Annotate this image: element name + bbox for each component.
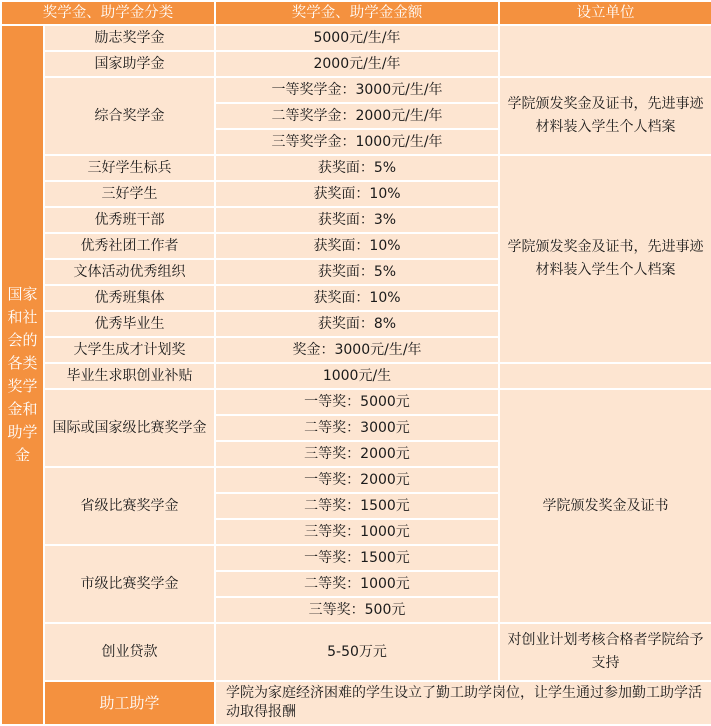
header-unit: 设立单位 — [499, 1, 711, 25]
category-cell: 毕业生求职创业补贴 — [44, 363, 215, 389]
category-cell: 三好学生标兵 — [44, 155, 215, 181]
category-cell: 励志奖学金 — [44, 25, 215, 51]
category-cell: 国家助学金 — [44, 51, 215, 77]
category-cell: 优秀班干部 — [44, 207, 215, 233]
category-cell: 文体活动优秀组织 — [44, 259, 215, 285]
amount-cell: 2000元/生/年 — [215, 51, 499, 77]
amount-cell: 奖金：3000元/生/年 — [215, 337, 499, 363]
table-row — [1, 623, 711, 681]
amount-cell: 三等奖：1000元 — [215, 519, 499, 545]
amount-cell: 获奖面：5% — [215, 259, 499, 285]
header-amount: 奖学金、助学金金额 — [215, 1, 499, 25]
table-row — [1, 363, 711, 389]
unit-cell: 对创业计划考核合格者学院给予支持 — [499, 623, 711, 681]
category-cell: 国际或国家级比赛奖学金 — [44, 389, 215, 467]
header-row — [1, 1, 711, 25]
amount-cell: 二等奖：3000元 — [215, 415, 499, 441]
amount-cell: 二等奖学金：2000元/生/年 — [215, 103, 499, 129]
amount-cell: 获奖面：10% — [215, 181, 499, 207]
amount-cell: 获奖面：5% — [215, 155, 499, 181]
amount-cell: 5000元/生/年 — [215, 25, 499, 51]
table-row — [1, 77, 711, 103]
amount-cell: 一等奖：1500元 — [215, 545, 499, 571]
unit-cell-empty — [499, 363, 711, 389]
amount-cell: 一等奖学金：3000元/生/年 — [215, 77, 499, 103]
category-cell: 市级比赛奖学金 — [44, 545, 215, 623]
table-row — [1, 25, 711, 51]
side-label-scholarships: 国家和社会的各类奖学金和助学金 — [1, 25, 44, 725]
table-row — [1, 389, 711, 415]
category-cell: 创业贷款 — [44, 623, 215, 681]
amount-cell: 1000元/生 — [215, 363, 499, 389]
header-category: 奖学金、助学金分类 — [1, 1, 215, 25]
amount-cell: 获奖面：8% — [215, 311, 499, 337]
work-study-note: 学院为家庭经济困难的学生设立了勤工助学岗位，让学生通过参加勤工助学活动取得报酬 — [215, 681, 711, 725]
unit-cell: 学院颁发奖金及证书，先进事迹材料装入学生个人档案 — [499, 155, 711, 363]
amount-cell: 二等奖：1000元 — [215, 571, 499, 597]
amount-cell: 二等奖：1500元 — [215, 493, 499, 519]
category-cell: 大学生成才计划奖 — [44, 337, 215, 363]
amount-cell: 一等奖：2000元 — [215, 467, 499, 493]
category-cell: 优秀毕业生 — [44, 311, 215, 337]
unit-cell-empty — [499, 25, 711, 77]
category-cell: 优秀社团工作者 — [44, 233, 215, 259]
table-row — [1, 155, 711, 181]
category-cell: 省级比赛奖学金 — [44, 467, 215, 545]
side-label-work-study: 助工助学 — [44, 681, 215, 725]
amount-cell: 三等奖学金：1000元/生/年 — [215, 129, 499, 155]
category-cell: 综合奖学金 — [44, 77, 215, 155]
amount-cell: 5-50万元 — [215, 623, 499, 681]
footer-row — [1, 681, 711, 725]
amount-cell: 一等奖：5000元 — [215, 389, 499, 415]
category-cell: 三好学生 — [44, 181, 215, 207]
amount-cell: 三等奖：2000元 — [215, 441, 499, 467]
amount-cell: 获奖面：10% — [215, 233, 499, 259]
unit-cell: 学院颁发奖金及证书 — [499, 389, 711, 623]
unit-cell: 学院颁发奖金及证书，先进事迹材料装入学生个人档案 — [499, 77, 711, 155]
amount-cell: 获奖面：10% — [215, 285, 499, 311]
amount-cell: 三等奖：500元 — [215, 597, 499, 623]
amount-cell: 获奖面：3% — [215, 207, 499, 233]
category-cell: 优秀班集体 — [44, 285, 215, 311]
